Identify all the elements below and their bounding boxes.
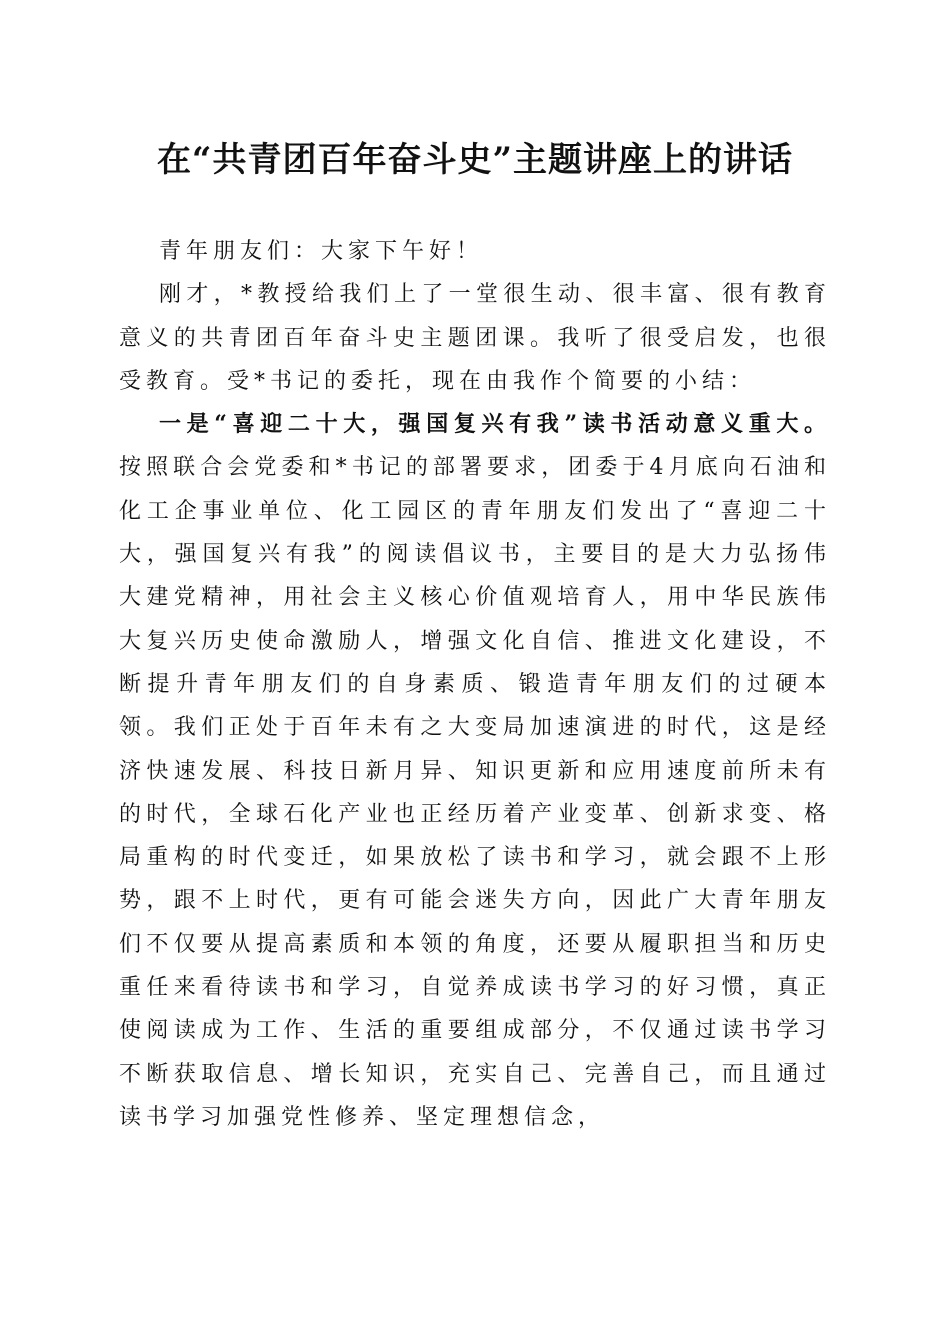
intro-paragraph: 刚才，*教授给我们上了一堂很生动、很丰富、很有教育意义的共青团百年奋斗史主题团课。我听了很受启发，也很受教育。受*书记的委托，现在由我作个简要的小结： [119, 282, 831, 394]
point-1-heading: 一是“喜迎二十大，强国复兴有我”读书活动意义重大。 [159, 411, 831, 438]
document-body [119, 230, 831, 1139]
document-title: 在“共青团百年奋斗史”主题讲座上的讲话 [156, 140, 794, 180]
point-1-body: 按照联合会党委和*书记的部署要求，团委于4月底向石油和化工企事业单位、化工园区的青年朋友们发出了“喜迎二十大，强国复兴有我”的阅读倡议书，主要目的是大力弘扬伟大建党精神，用社会主义核心价值观培育人，用中华民族伟大复兴历史使命激励人，增强文化自信、推进文化建设，不断提升青年朋友们的自身素质、锻造青年朋友们的过硬本领。我们正处于百年未有之大变局加速演进的时代，这是经济快速发展、科技日新月异、知识更新和应用速度前所未有的时代，全球石化产业也正经历着产业变革、创新求变、格局重构的时代变迁，如果放松了读书和学习，就会跟不上形势，跟不上时代，更有可能会迷失方向，因此广大青年朋友们不仅要从提高素质和本领的角度，还要从履职担当和历史重任来看待读书和学习，自觉养成读书学习的好习惯，真正使阅读成为工作、生活的重要组成部分，不仅通过读书学习不断获取信息、增长知识，充实自己、完善自己，而且通过读书学习加强党性修养、坚定理想信念， [119, 455, 831, 1130]
greeting-paragraph: 青年朋友们：大家下午好！ [159, 239, 484, 264]
point-1-paragraph [119, 403, 831, 1139]
